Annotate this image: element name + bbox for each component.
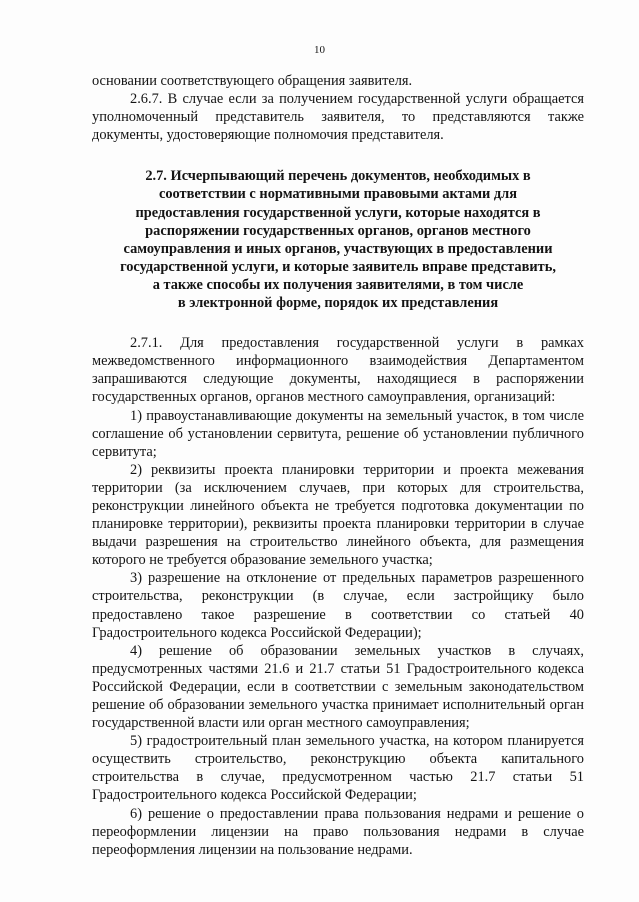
heading-line: соответствии с нормативными правовыми актами для bbox=[158, 186, 518, 203]
paragraph-continuation: основании соответствующего обращения заявителя. bbox=[92, 73, 413, 89]
list-item-2: 2) реквизиты проекта планировки территории и проекта межевания территории (за исключением случаев, при которых для строительства, реконструкции линейного объекта не требуется подготовка документации по планировке территории), реквизиты проекта планировки территории в случае выдачи разрешения на строительство линейного объекта, для размещения которого не требуется образование земельного участка; bbox=[92, 461, 584, 569]
heading-line: в электронной форме, порядок их представления bbox=[177, 295, 499, 312]
heading-line: предоставления государственной услуги, которые находятся в bbox=[135, 204, 541, 221]
list-item-5: 5) градостроительный план земельного участка, на котором планируется осуществить строительство, реконструкцию объекта капитального строительства в случае, предусмотренном частью 21.7 статьи 51 Градостроительного кодекса Российской Федерации; bbox=[92, 733, 584, 804]
list-item-1: 1) правоустанавливающие документы на земельный участок, в том числе соглашение об установлении сервитута, решение об установлении публичного сервитута; bbox=[92, 407, 584, 460]
paragraph-2-6-7: 2.6.7. В случае если за получением государственной услуги обращается уполномоченный представитель заявителя, то представляются также документы, удостоверяющие полномочия представителя. bbox=[92, 91, 584, 144]
section-heading-2-7 bbox=[92, 167, 584, 312]
page-number: 10 bbox=[314, 44, 325, 56]
list-item-3: 3) разрешение на отклонение от предельных параметров разрешенного строительства, реконструкции (в случае, если застройщику было предоставлено такое разрешение в соответствии со статьей 40 Градостроительного кодекса Российской Федерации); bbox=[92, 570, 584, 641]
heading-line: 2.7. Исчерпывающий перечень документов, необходимых в bbox=[145, 168, 531, 185]
paragraph-2-7-1: 2.7.1. Для предоставления государственной услуги в рамках межведомственного информационного взаимодействия Департаментом запрашиваются следующие документы, находящиеся в распоряжении государственных органов, органов местного самоуправления, организаций: bbox=[92, 335, 584, 406]
heading-line: самоуправления и иных органов, участвующих в предоставлении bbox=[123, 240, 553, 257]
list-item-4: 4) решение об образовании земельных участков в случаях, предусмотренных частями 21.6 и 21.7 статьи 51 Градостроительного кодекса Российской Федерации, если в соответствии с земельным законодательством решение об образовании земельного участка принимает исполнительный орган государственной власти или орган местного самоуправления; bbox=[92, 642, 584, 732]
heading-line: государственной услуги, и которые заявитель вправе представить, bbox=[120, 258, 556, 275]
heading-line: распоряжении государственных органов, органов местного bbox=[145, 222, 531, 239]
heading-line: а также способы их получения заявителями, в том числе bbox=[152, 276, 524, 293]
document-body bbox=[92, 72, 584, 859]
list-item-6: 6) решение о предоставлении права пользования недрами и решение о переоформлении лицензии на право пользования недрами в случае переоформления лицензии на пользование недрами. bbox=[92, 805, 584, 858]
